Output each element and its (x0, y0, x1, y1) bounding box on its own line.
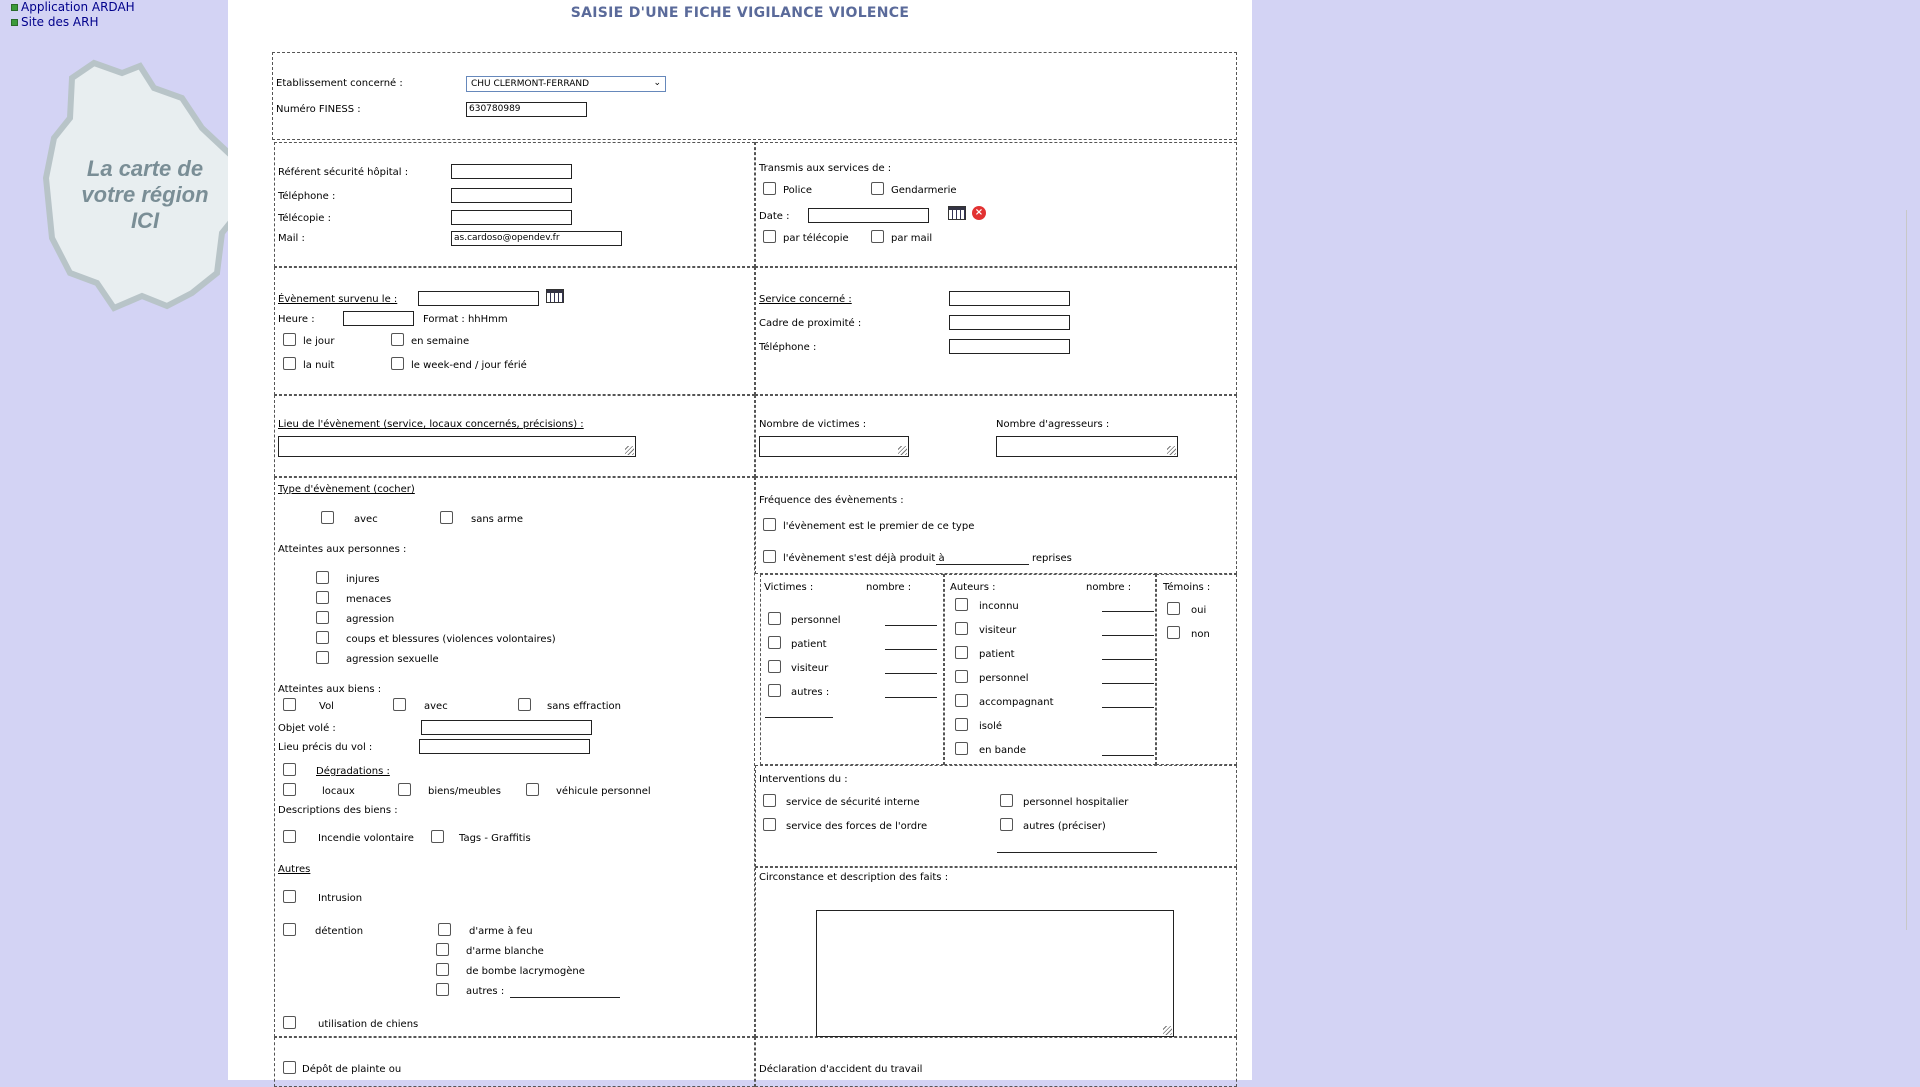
agression-sexuelle-checkbox[interactable] (316, 651, 329, 664)
persons-label: Atteintes aux personnes : (278, 544, 407, 555)
arme-feu-label: d'arme à feu (469, 926, 533, 937)
victim-autres-checkbox[interactable] (768, 684, 781, 697)
interventions-label: Interventions du : (759, 774, 848, 785)
vol-label: Vol (319, 701, 334, 712)
circumstance-textarea[interactable] (816, 910, 1174, 1037)
day-label: le jour (303, 336, 335, 347)
witness-yes-label: oui (1191, 605, 1207, 616)
transmis-panel (755, 142, 1237, 267)
page-title: SAISIE D'UNE FICHE VIGILANCE VIOLENCE (570, 5, 910, 21)
arme-feu-checkbox[interactable] (438, 923, 451, 936)
degradations-checkbox[interactable] (283, 763, 296, 776)
police-forces-checkbox[interactable] (763, 818, 776, 831)
authors-panel (944, 574, 1156, 765)
locaux-label: locaux (322, 786, 355, 797)
incendie-label: Incendie volontaire (318, 833, 414, 844)
service-input[interactable] (949, 291, 1070, 306)
injures-label: injures (346, 574, 380, 585)
service-tel-input[interactable] (949, 339, 1070, 354)
menaces-label: menaces (346, 594, 392, 605)
aggressors-count-textarea[interactable] (996, 436, 1178, 457)
referent-input[interactable] (451, 164, 572, 179)
author-inconnu-count[interactable] (1102, 611, 1154, 612)
victim-patient-count[interactable] (885, 649, 937, 650)
service-label: Service concerné : (759, 294, 852, 305)
nav-link-label[interactable]: Site des ARH (21, 15, 99, 29)
map-text-line-2: votre région (81, 182, 209, 207)
left-navigation (0, 0, 228, 1080)
incendie-checkbox[interactable] (283, 830, 296, 843)
region-map-placeholder[interactable] (42, 58, 248, 314)
author-visiteur-checkbox[interactable] (955, 622, 968, 635)
repeated-event-label: l'évènement s'est déjà produit à (783, 553, 945, 564)
arme-blanche-checkbox[interactable] (436, 943, 449, 956)
author-personnel-label: personnel (979, 673, 1029, 684)
finess-label: Numéro FINESS : (276, 104, 361, 115)
vehicule-checkbox[interactable] (526, 783, 539, 796)
author-accompagnant-label: accompagnant (979, 697, 1054, 708)
location-panel (274, 395, 755, 477)
police-checkbox[interactable] (763, 182, 776, 195)
tags-label: Tags - Graffitis (459, 833, 531, 844)
police-label: Police (783, 185, 812, 196)
by-fax-label: par télécopie (783, 233, 849, 244)
author-accompagnant-count[interactable] (1102, 707, 1154, 708)
service-tel-label: Téléphone : (759, 342, 817, 353)
author-personnel-count[interactable] (1102, 683, 1154, 684)
authors-label: Auteurs : (950, 582, 996, 593)
telephone-label: Téléphone : (278, 191, 336, 202)
autres-arme-label: autres : (466, 986, 505, 997)
witness-yes-checkbox[interactable] (1167, 602, 1180, 615)
victim-visiteur-checkbox[interactable] (768, 660, 781, 673)
weekend-checkbox[interactable] (391, 357, 404, 370)
form-page (228, 0, 1252, 1080)
fax-checkbox[interactable] (763, 230, 776, 243)
victim-autres-label: autres : (791, 687, 830, 698)
detention-checkbox[interactable] (283, 923, 296, 936)
hospital-staff-checkbox[interactable] (1000, 794, 1013, 807)
sans-arme-label: sans arme (471, 514, 524, 525)
bullet-icon (11, 4, 18, 11)
contact-panel (274, 142, 755, 267)
sans-effraction-label: sans effraction (547, 701, 621, 712)
vol-avec-label: avec (424, 701, 448, 712)
mail-checkbox[interactable] (871, 230, 884, 243)
degradations-label: Dégradations : (316, 766, 390, 777)
chiens-label: utilisation de chiens (318, 1019, 419, 1030)
author-visiteur-count[interactable] (1102, 635, 1154, 636)
chevron-down-icon: ⌄ (653, 78, 661, 88)
agression-label: agression (346, 614, 395, 625)
theft-location-label: Lieu précis du vol : (278, 742, 373, 753)
others-intervention-line[interactable] (997, 852, 1157, 853)
victims-panel (760, 574, 944, 765)
finess-input[interactable]: 630780989 (466, 102, 587, 117)
victim-visiteur-label: visiteur (791, 663, 829, 674)
others-intervention-checkbox[interactable] (1000, 818, 1013, 831)
date-label: Date : (759, 211, 790, 222)
map-text-line-1: La carte de (86, 156, 204, 181)
victim-personnel-checkbox[interactable] (768, 612, 781, 625)
vol-checkbox[interactable] (283, 698, 296, 711)
gendarmerie-label: Gendarmerie (891, 185, 957, 196)
frequency-label: Fréquence des évènements : (759, 495, 904, 506)
victim-patient-checkbox[interactable] (768, 636, 781, 649)
author-visiteur-label: visiteur (979, 625, 1017, 636)
biens-meubles-checkbox[interactable] (398, 783, 411, 796)
security-service-checkbox[interactable] (763, 794, 776, 807)
aggressors-count-label: Nombre d'agresseurs : (996, 419, 1110, 430)
establishment-label: Etablissement concerné : (276, 78, 403, 89)
victim-personnel-label: personnel (791, 615, 841, 626)
fax-input[interactable] (451, 210, 572, 225)
author-bande-label: en bande (979, 745, 1026, 756)
hospital-staff-label: personnel hospitalier (1023, 797, 1129, 808)
hour-label: Heure : (278, 314, 315, 325)
vol-avec-checkbox[interactable] (393, 698, 406, 711)
authors-number-label: nombre : (1086, 582, 1132, 593)
right-background (1252, 0, 1920, 1080)
cadre-label: Cadre de proximité : (759, 318, 862, 329)
date-input[interactable] (808, 208, 929, 223)
nav-link-label[interactable]: Application ARDAH (21, 0, 135, 14)
complaint-checkbox[interactable] (283, 1061, 296, 1074)
service-panel (755, 267, 1237, 395)
repeated-event-checkbox[interactable] (763, 550, 776, 563)
victim-visiteur-count[interactable] (885, 673, 937, 674)
injures-checkbox[interactable] (316, 571, 329, 584)
location-textarea[interactable] (278, 436, 636, 457)
tags-checkbox[interactable] (431, 830, 444, 843)
complaint-label: Dépôt de plainte ou (302, 1064, 402, 1075)
day-checkbox[interactable] (283, 333, 296, 346)
cadre-input[interactable] (949, 315, 1070, 330)
event-date-label: Évènement survenu le : (278, 294, 398, 305)
witnesses-label: Témoins : (1163, 582, 1211, 593)
establishment-value: CHU CLERMONT-FERRAND (471, 79, 590, 89)
by-mail-label: par mail (891, 233, 933, 244)
first-event-label: l'évènement est le premier de ce type (783, 521, 975, 532)
clear-date-icon[interactable]: × (972, 206, 986, 220)
arme-blanche-label: d'arme blanche (466, 946, 544, 957)
mail-label: Mail : (278, 233, 305, 244)
repetitions-line[interactable] (936, 564, 1029, 565)
establishment-panel (272, 52, 1237, 140)
agression-checkbox[interactable] (316, 611, 329, 624)
gendarmerie-checkbox[interactable] (871, 182, 884, 195)
vehicule-label: véhicule personnel (556, 786, 651, 797)
sans-arme-checkbox[interactable] (440, 511, 453, 524)
menaces-checkbox[interactable] (316, 591, 329, 604)
security-service-label: service de sécurité interne (786, 797, 920, 808)
weekday-label: en semaine (411, 336, 470, 347)
victim-autres-detail[interactable] (765, 717, 833, 718)
nav-link-ardah[interactable] (11, 0, 135, 14)
telephone-input[interactable] (451, 188, 572, 203)
avec-checkbox[interactable] (321, 511, 334, 524)
victim-patient-label: patient (791, 639, 827, 650)
coups-label: coups et blessures (violences volontaires) (346, 634, 556, 645)
stolen-object-input[interactable] (421, 720, 592, 735)
victim-autres-count[interactable] (885, 697, 937, 698)
author-patient-count[interactable] (1102, 659, 1154, 660)
coups-checkbox[interactable] (316, 631, 329, 644)
author-bande-count[interactable] (1102, 755, 1154, 756)
goods-description-label: Descriptions des biens : (278, 805, 398, 816)
nav-link-arh[interactable] (11, 15, 99, 29)
author-patient-label: patient (979, 649, 1015, 660)
event-panel (274, 267, 755, 395)
hour-format-label: Format : hhHmm (423, 314, 508, 325)
witness-no-label: non (1191, 629, 1210, 640)
weekday-checkbox[interactable] (391, 333, 404, 346)
reprises-label: reprises (1032, 553, 1072, 564)
police-forces-label: service des forces de l'ordre (786, 821, 928, 832)
work-accident-label: Déclaration d'accident du travail (759, 1064, 923, 1075)
frequency-panel (755, 477, 1237, 574)
others-label: Autres (278, 864, 311, 875)
count-panel (755, 395, 1237, 477)
author-bande-checkbox[interactable] (955, 742, 968, 755)
intrusion-checkbox[interactable] (283, 890, 296, 903)
hour-input[interactable] (343, 311, 414, 326)
author-isole-checkbox[interactable] (955, 718, 968, 731)
sans-effraction-checkbox[interactable] (518, 698, 531, 711)
circumstance-panel (755, 867, 1237, 1037)
author-isole-label: isolé (979, 721, 1003, 732)
author-accompagnant-checkbox[interactable] (955, 694, 968, 707)
bullet-icon (11, 19, 18, 26)
intrusion-label: Intrusion (318, 893, 363, 904)
agression-sexuelle-label: agression sexuelle (346, 654, 439, 665)
locaux-checkbox[interactable] (283, 783, 296, 796)
goods-label: Atteintes aux biens : (278, 684, 382, 695)
interventions-panel (755, 765, 1237, 867)
referent-label: Référent sécurité hôpital : (278, 167, 409, 178)
victim-personnel-count[interactable] (885, 625, 937, 626)
mail-input[interactable]: as.cardoso@opendev.fr (451, 231, 622, 246)
author-inconnu-label: inconnu (979, 601, 1019, 612)
event-date-input[interactable] (418, 291, 539, 306)
author-patient-checkbox[interactable] (955, 646, 968, 659)
detention-label: détention (315, 926, 364, 937)
night-checkbox[interactable] (283, 357, 296, 370)
victims-count-textarea[interactable] (759, 436, 909, 457)
location-label: Lieu de l'évènement (service, locaux concernés, précisions) : (278, 419, 584, 430)
event-type-panel (274, 477, 755, 1037)
autres-arme-checkbox[interactable] (436, 983, 449, 996)
night-label: la nuit (303, 360, 335, 371)
bombe-checkbox[interactable] (436, 963, 449, 976)
chiens-checkbox[interactable] (283, 1016, 296, 1029)
scrollbar[interactable] (1906, 210, 1914, 930)
circumstance-label: Circonstance et description des faits : (759, 872, 949, 883)
calendar-icon[interactable] (546, 289, 564, 303)
others-intervention-label: autres (préciser) (1023, 821, 1106, 832)
victims-label: Victimes : (764, 582, 814, 593)
biens-meubles-label: biens/meubles (428, 786, 501, 797)
theft-location-input[interactable] (419, 739, 590, 754)
transmis-label: Transmis aux services de : (759, 163, 892, 174)
weekend-label: le week-end / jour férié (411, 360, 527, 371)
bombe-label: de bombe lacrymogène (466, 966, 585, 977)
first-event-checkbox[interactable] (763, 518, 776, 531)
autres-arme-line[interactable] (510, 997, 620, 998)
fax-label: Télécopie : (278, 213, 331, 224)
stolen-object-label: Objet volé : (278, 723, 336, 734)
event-type-label: Type d'évènement (cocher) (278, 484, 415, 495)
author-inconnu-checkbox[interactable] (955, 598, 968, 611)
establishment-select[interactable] (466, 76, 666, 92)
author-personnel-checkbox[interactable] (955, 670, 968, 683)
witness-no-checkbox[interactable] (1167, 626, 1180, 639)
witnesses-panel (1156, 574, 1237, 765)
victims-number-label: nombre : (866, 582, 912, 593)
map-text-line-3: ICI (130, 208, 160, 233)
victims-count-label: Nombre de victimes : (759, 419, 867, 430)
calendar-icon[interactable] (948, 206, 966, 220)
avec-label: avec (354, 514, 378, 525)
